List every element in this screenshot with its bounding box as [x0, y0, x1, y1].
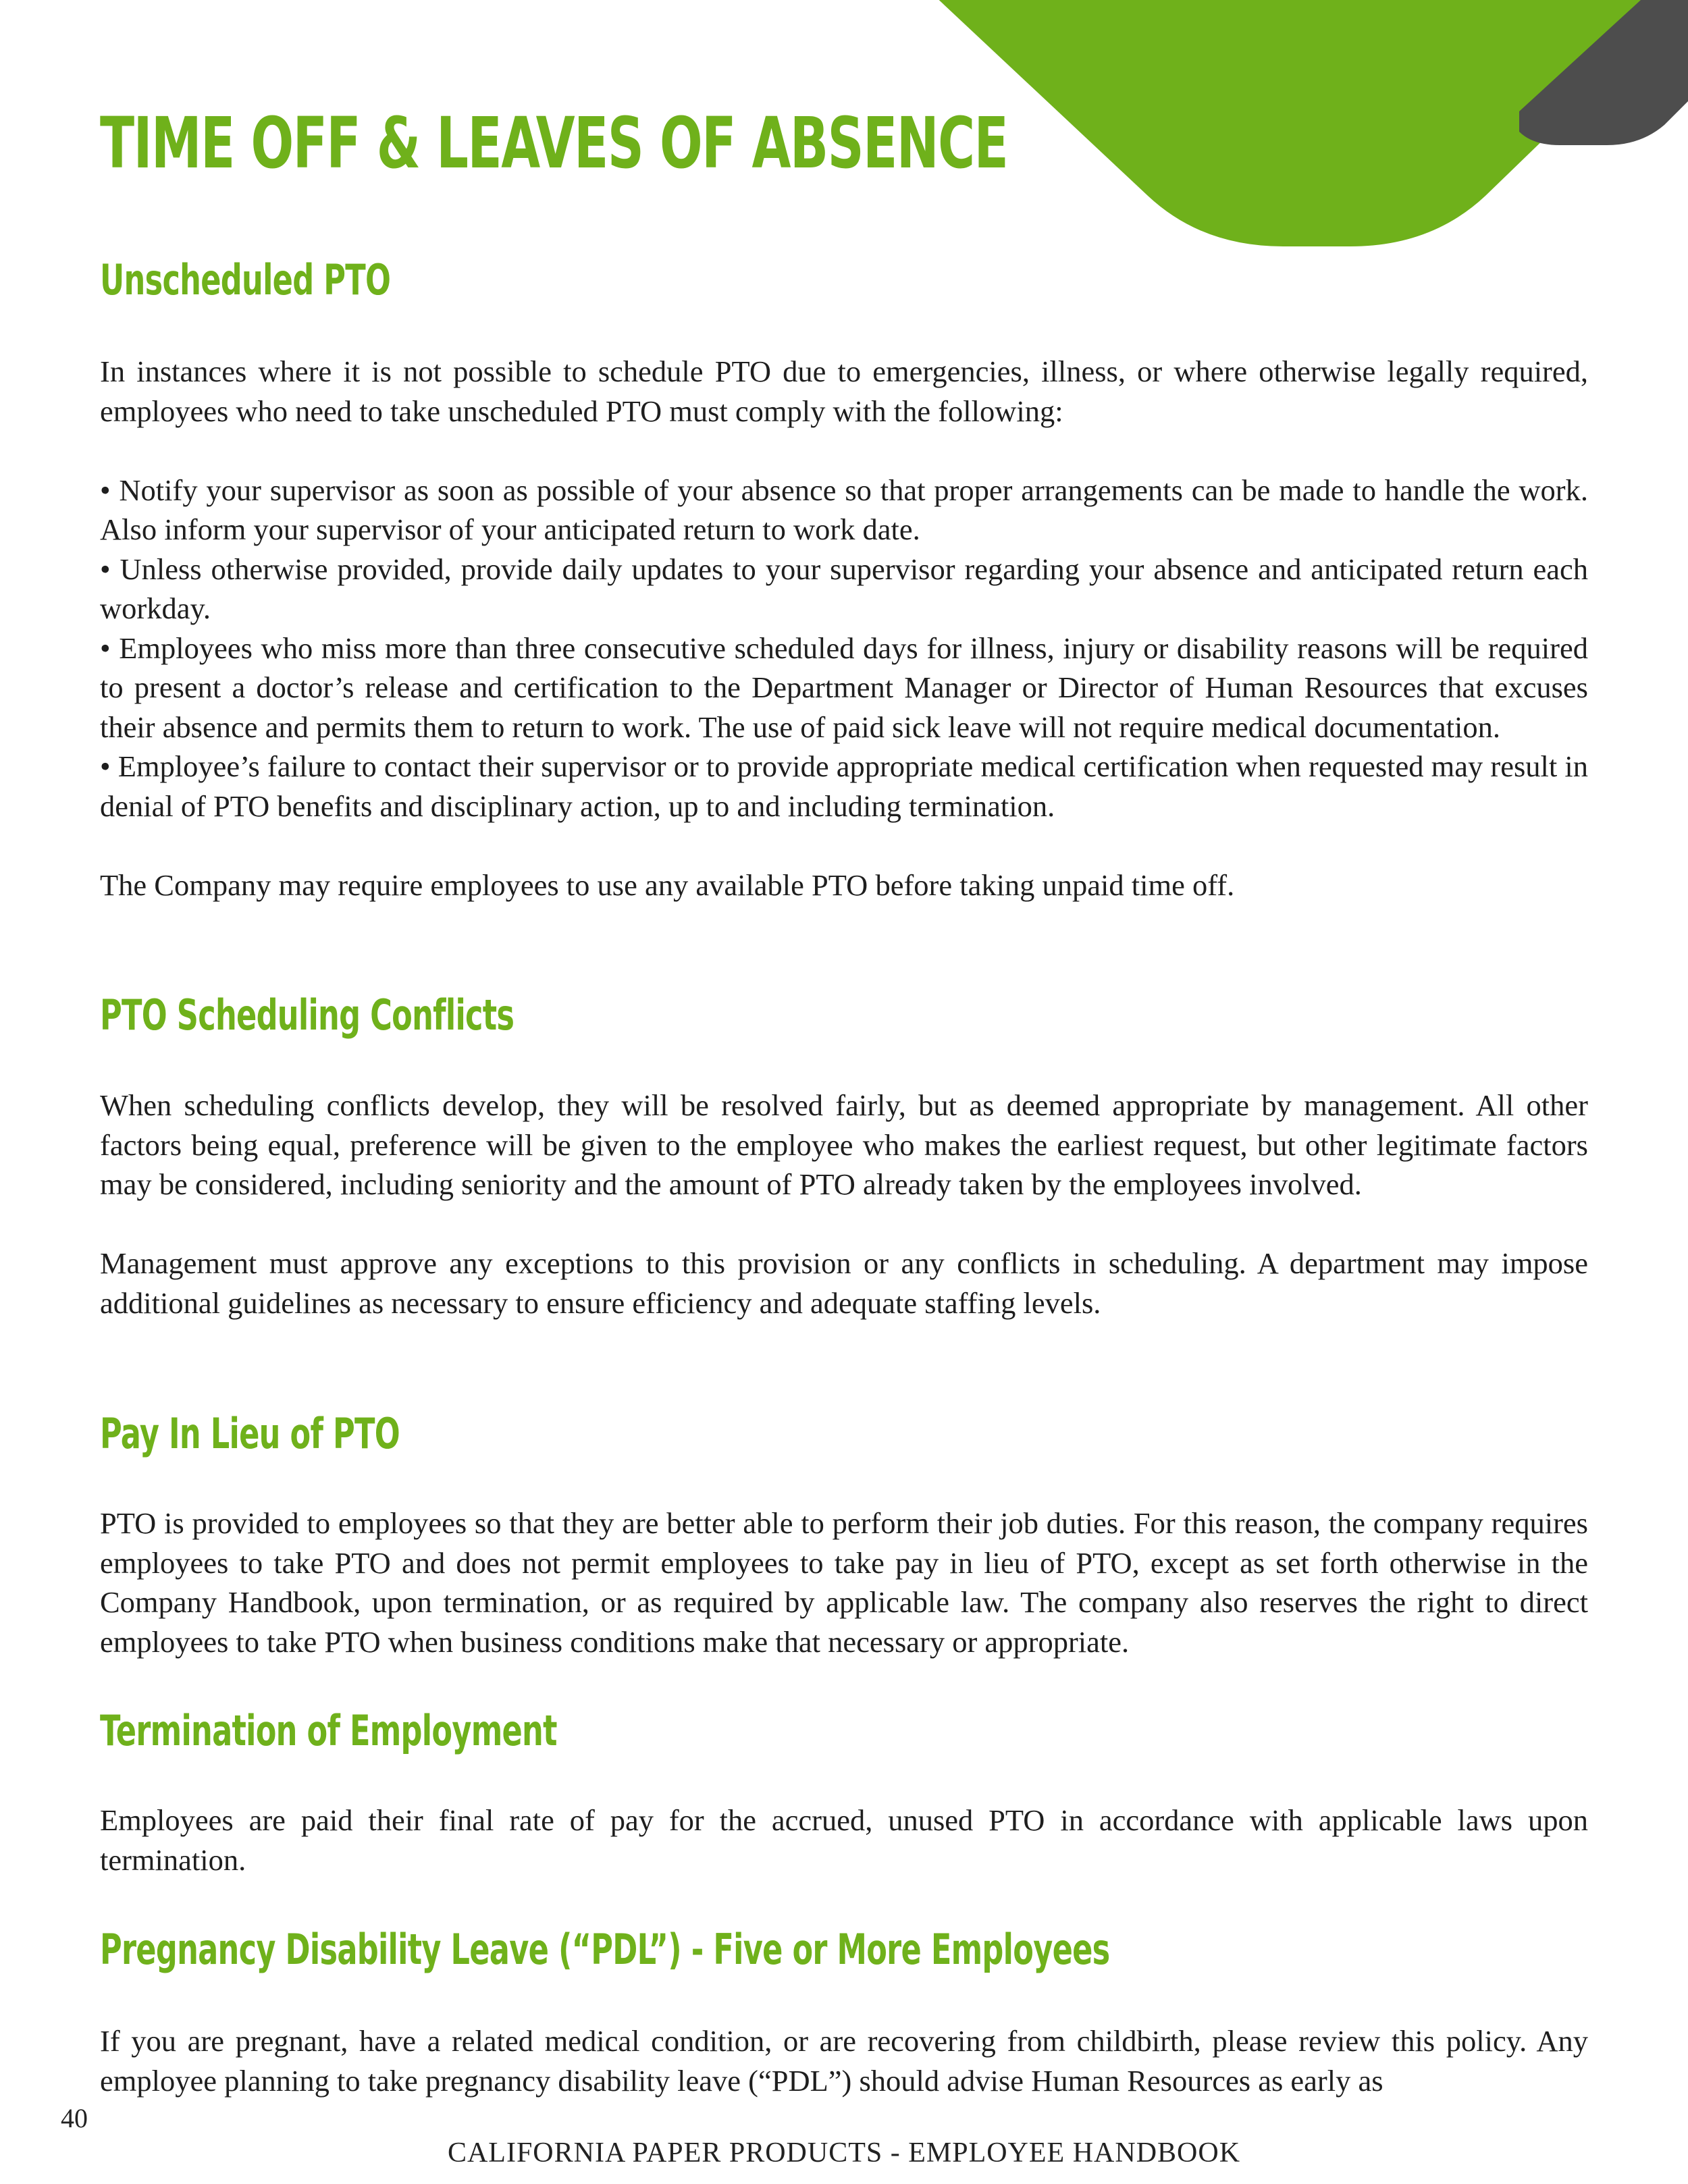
paragraph-conflicts-2: Management must approve any exceptions to this provision or any conflicts in scheduling. A department may impose additional guidelines as necessary to ensure efficiency and adequate staffing levels. — [100, 1246, 1588, 1320]
corner-gray-shape — [1519, 0, 1688, 149]
paragraph-pay-in-lieu: PTO is provided to employees so that they are better able to perform their job duties. For this reason, the company requires employees to take PTO and does not permit employees to take pay in lieu of PTO, except as set forth otherwise in the Company Handbook, upon termination, or as required by applicable law. The company also reserves the right to direct employees to take PTO when business conditions make that necessary or appropriate. — [100, 1506, 1588, 1659]
paragraph-unscheduled-closing: The Company may require employees to use any available PTO before taking unpaid time off. — [100, 868, 1235, 902]
paragraph-unscheduled-intro: In instances where it is not possible to schedule PTO due to emergencies, illness, or where otherwise legally required, employees who need to take unscheduled PTO must comply with the following: — [100, 354, 1588, 428]
section-termination-body — [100, 1801, 1588, 1880]
heading-pregnancy-disability-leave: Pregnancy Disability Leave (“PDL”) - Five or More Employees — [100, 1925, 1110, 1974]
bullet-notify-supervisor: • Notify your supervisor as soon as possible of your absence so that proper arrangements can be made to handle the work. Also inform your supervisor of your anticipated return to work date. — [100, 473, 1588, 546]
heading-pay-in-lieu: Pay In Lieu of PTO — [100, 1409, 400, 1458]
section-pdl-body — [100, 2021, 1588, 2100]
heading-pto-scheduling-conflicts: PTO Scheduling Conflicts — [100, 990, 515, 1040]
section-pay-in-lieu-body — [100, 1503, 1588, 1661]
bullet-daily-updates: • Unless otherwise provided, provide daily updates to your supervisor regarding your absence and anticipated return each workday. — [100, 552, 1588, 625]
section-unscheduled-pto-body — [100, 352, 1588, 905]
page-number: 40 — [61, 2103, 88, 2133]
heading-termination: Termination of Employment — [100, 1706, 557, 1755]
paragraph-conflicts-1: When scheduling conflicts develop, they will be resolved fairly, but as deemed appropriate by management. All other factors being equal, preference will be given to the employee who makes the earliest request, but other legitimate factors may be considered, including seniority and the amount of PTO already taken by the employees involved. — [100, 1088, 1588, 1201]
section-conflicts-body — [100, 1086, 1588, 1323]
footer-handbook-title: CALIFORNIA PAPER PRODUCTS - EMPLOYEE HANDBOOK — [447, 2137, 1241, 2168]
paragraph-pdl: If you are pregnant, have a related medical condition, or are recovering from childbirth, please review this policy. Any employee planning to take pregnancy disability leave (“PDL”) should advise Human Resources as early as — [100, 2024, 1588, 2098]
page-title: TIME OFF & LEAVES OF ABSENCE — [100, 102, 1008, 184]
bullet-failure-to-contact: • Employee’s failure to contact their supervisor or to provide appropriate medical certification when requested may result in denial of PTO benefits and disciplinary action, up to and including termination. — [100, 749, 1588, 823]
bullet-doctors-release: • Employees who miss more than three consecutive scheduled days for illness, injury or disability reasons will be required to present a doctor’s release and certification to the Department Manager or Director of Human Resources that excuses their absence and permits them to return to work. The use of paid sick leave will not require medical documentation. — [100, 631, 1588, 744]
heading-unscheduled-pto: Unscheduled PTO — [100, 255, 391, 304]
paragraph-termination: Employees are paid their final rate of pay for the accrued, unused PTO in accordance with applicable laws upon termination. — [100, 1803, 1588, 1877]
